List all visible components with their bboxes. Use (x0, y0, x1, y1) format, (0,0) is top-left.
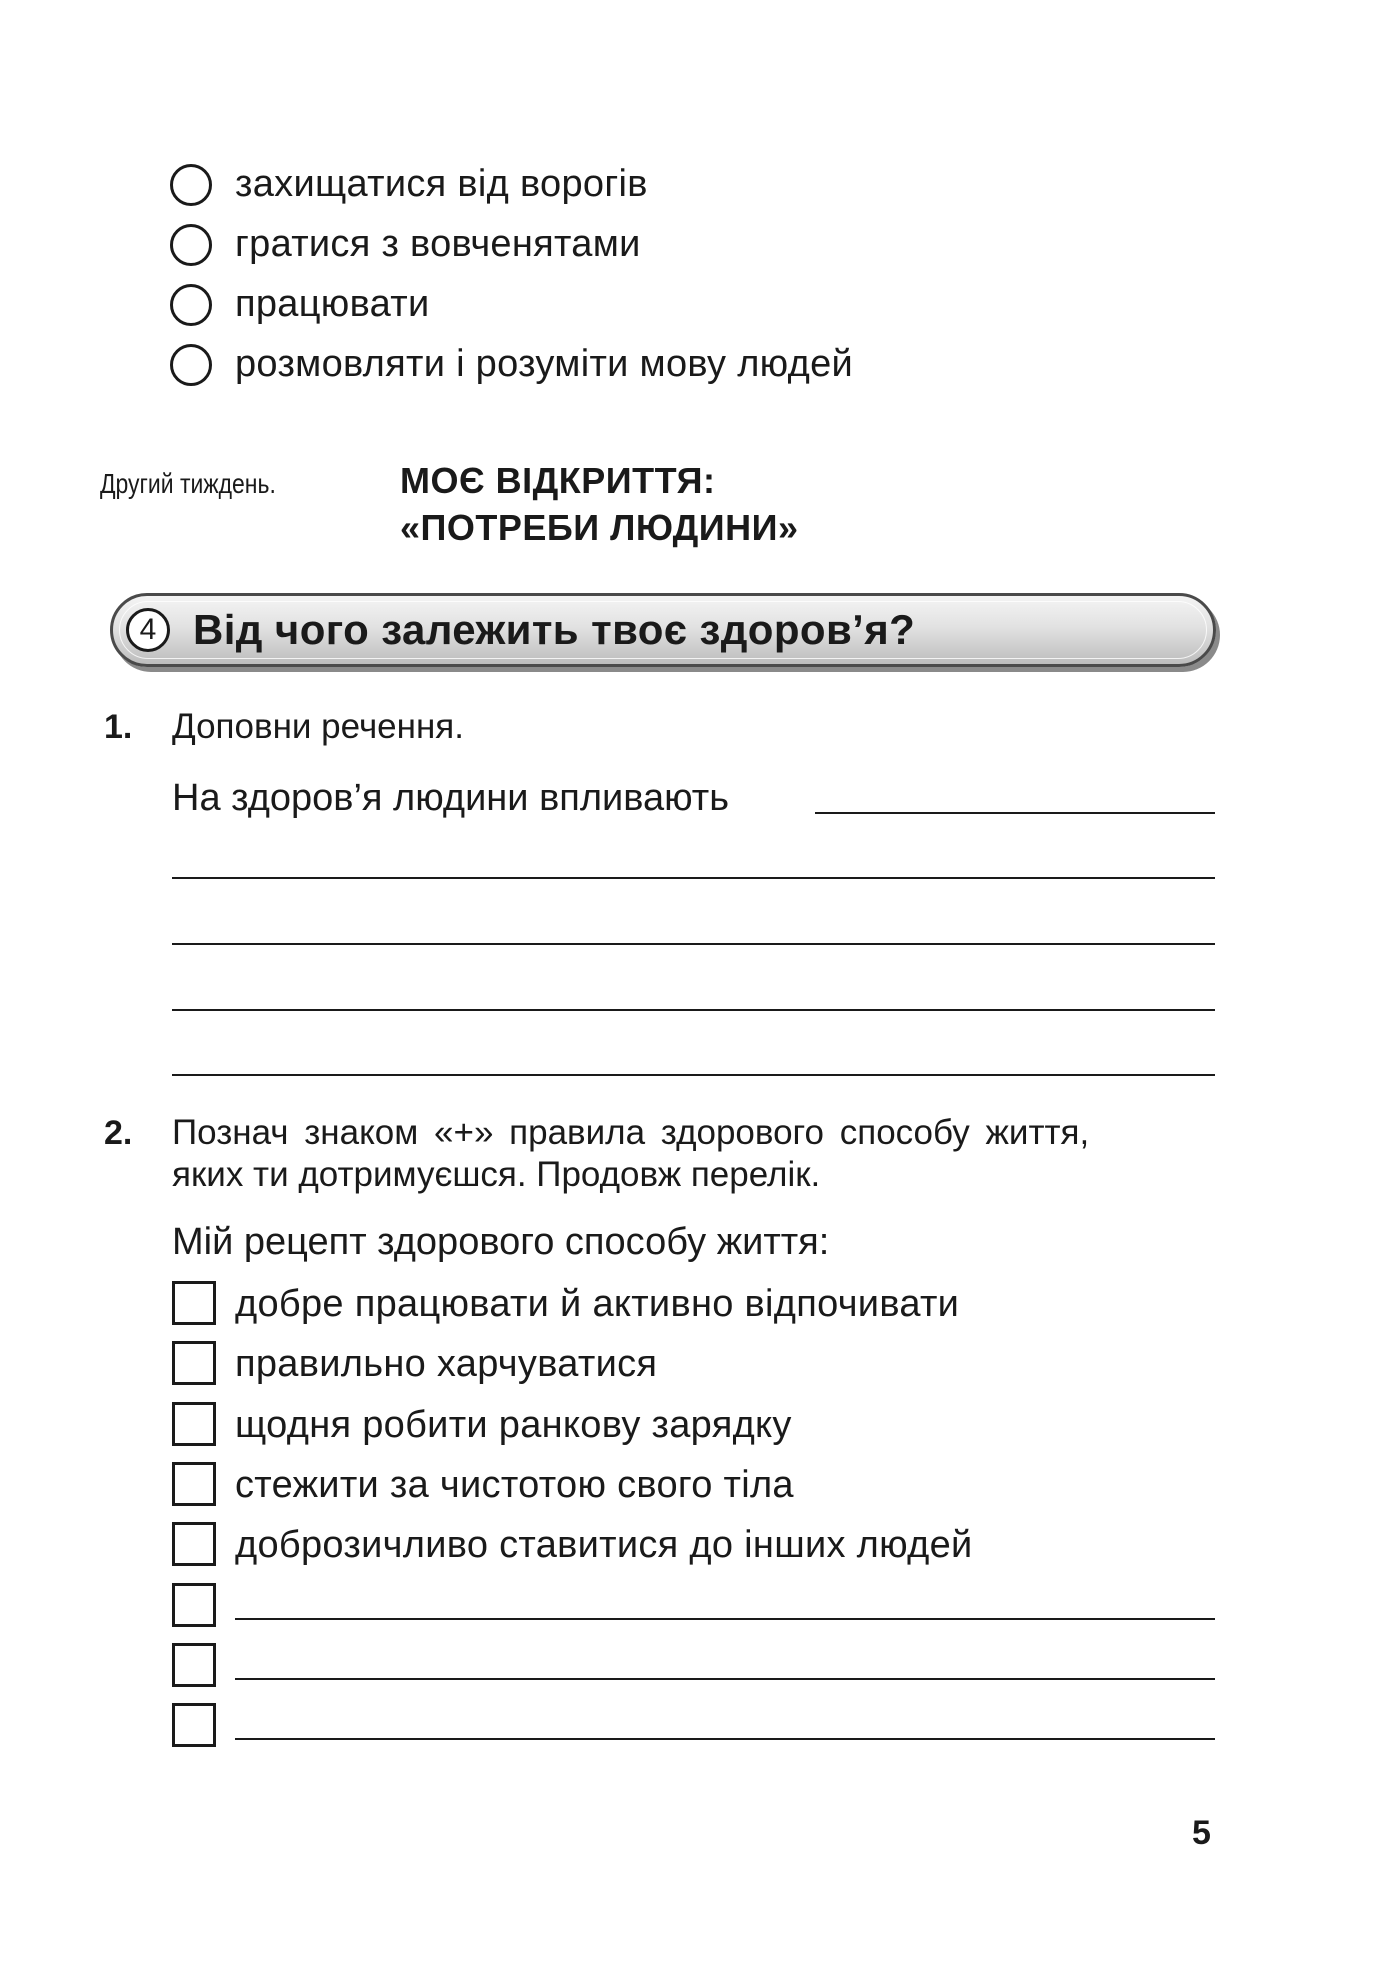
answer-line[interactable] (172, 1009, 1215, 1011)
checklist-item: доброзичливо ставитися до інших людей (235, 1524, 973, 1566)
task2-number: 2. (104, 1114, 133, 1152)
task2-list-title: Мій рецепт здорового способу життя: (172, 1221, 830, 1263)
task1-number: 1. (104, 708, 133, 746)
page-number: 5 (1192, 1814, 1211, 1852)
lesson-title: Від чого залежить твоє здоров’я? (193, 606, 916, 653)
option-label: розмовляти і розуміти мову людей (235, 343, 854, 385)
option-label: працювати (235, 283, 430, 325)
week-title-line1: МОЄ ВІДКРИТТЯ: (400, 460, 716, 501)
answer-line[interactable] (235, 1678, 1215, 1680)
checklist-item: правильно харчуватися (235, 1343, 658, 1385)
option-radio[interactable] (170, 164, 212, 206)
answer-line[interactable] (172, 943, 1215, 945)
answer-line[interactable] (235, 1618, 1215, 1620)
checkbox[interactable] (172, 1583, 216, 1627)
answer-line[interactable] (172, 1074, 1215, 1076)
checklist-item: добре працювати й активно відпочивати (235, 1283, 960, 1325)
answer-line[interactable] (235, 1738, 1215, 1740)
lesson-number: 4 (126, 608, 170, 652)
checklist-item: щодня робити ранкову зарядку (235, 1404, 792, 1446)
answer-line[interactable] (172, 877, 1215, 879)
checkbox[interactable] (172, 1703, 216, 1747)
week-title-line2: «ПОТРЕБИ ЛЮДИНИ» (400, 507, 799, 548)
option-radio[interactable] (170, 224, 212, 266)
checkbox[interactable] (172, 1281, 216, 1325)
checklist-item: стежити за чистотою свого тіла (235, 1464, 794, 1506)
task2-instruction-line1: Познач знаком «+» правила здорового способу життя, (172, 1113, 1090, 1152)
task1-instruction: Доповни речення. (172, 707, 464, 746)
lesson-banner (110, 593, 1216, 667)
task2-instruction-line2: яких ти дотримуєшся. Продовж перелік. (172, 1155, 821, 1194)
option-radio[interactable] (170, 284, 212, 326)
option-label: гратися з вовченятами (235, 223, 641, 265)
checkbox[interactable] (172, 1341, 216, 1385)
week-label: Другий тиждень. (100, 468, 276, 499)
checkbox[interactable] (172, 1522, 216, 1566)
answer-line[interactable] (815, 812, 1215, 814)
option-radio[interactable] (170, 344, 212, 386)
option-label: захищатися від ворогів (235, 163, 648, 205)
checkbox[interactable] (172, 1402, 216, 1446)
checkbox[interactable] (172, 1462, 216, 1506)
task1-sentence: На здоров’я людини впливають (172, 777, 729, 819)
checkbox[interactable] (172, 1643, 216, 1687)
